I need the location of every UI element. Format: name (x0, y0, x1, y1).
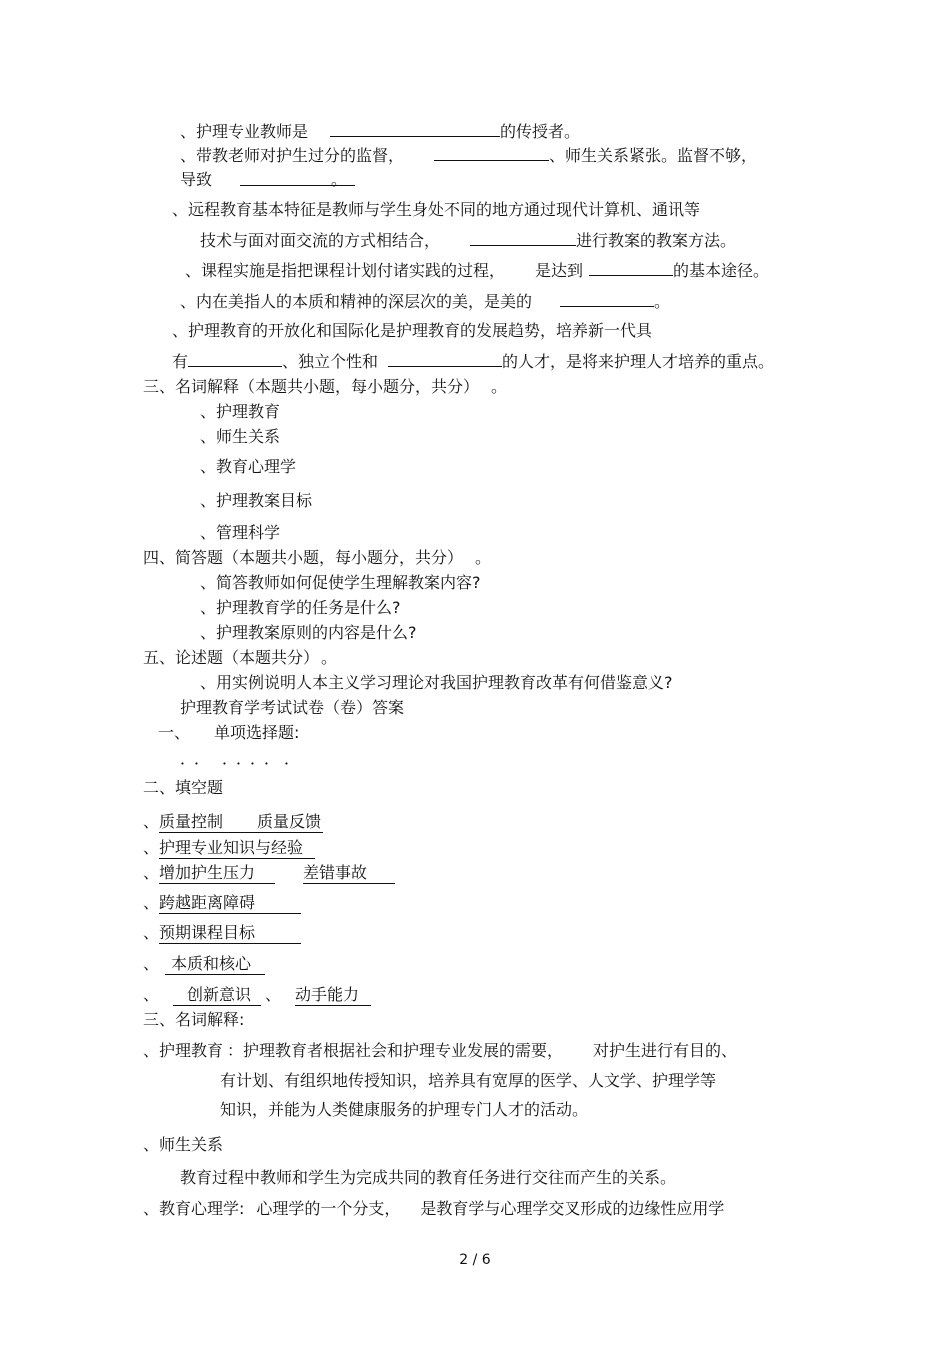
q2-cont: 导致 (180, 170, 213, 189)
fill-answer-1 (143, 811, 323, 833)
answer-section-3: 三、名词解释: (143, 1010, 245, 1029)
section-3-period: 。 (491, 377, 508, 396)
fill-answer-value: 创新意识 (173, 985, 261, 1006)
list-item: 、教育心理学 (200, 457, 297, 476)
q2-end: 。 (331, 170, 348, 189)
definition-text: 是教育学与心理学交叉形成的边缘性应用学 (420, 1199, 725, 1218)
list-item: 、护理教育 (200, 402, 281, 421)
q3-line1: 、远程教育基本特征是教师与学生身处不同的地方通过现代计算机、通讯等 (172, 200, 701, 219)
q4-mid: 是达到 (535, 261, 584, 280)
fill-answer-prefix: 、 (143, 893, 160, 912)
answer-blank (434, 144, 549, 161)
fill-question-4 (185, 259, 769, 282)
answer-blank (188, 350, 282, 367)
q4-suffix: 的基本途径。 (673, 261, 770, 280)
fill-answer-prefix: 、 (143, 863, 160, 882)
fill-answer-5 (143, 922, 301, 944)
fill-question-6 (172, 320, 652, 342)
q3-line2: 技术与面对面交流的方式相结合， (200, 231, 441, 250)
fill-answer-separator: 、 (265, 985, 282, 1004)
fill-answer-prefix: 、 (143, 954, 160, 973)
list-item: 、用实例说明人本主义学习理论对我国护理教育改革有何借鉴意义? (200, 673, 673, 692)
q6-line1: 、护理教育的开放化和国际化是护理教育的发展趋势，培养新一代具 (172, 321, 653, 340)
list-item: 、师生关系 (200, 427, 281, 446)
q3-suffix: 进行教案的教案方法。 (576, 231, 737, 250)
fill-question-3 (172, 199, 700, 221)
choice-dots: ．． (180, 749, 209, 768)
list-item: 、简答教师如何促使学生理解教案内容? (200, 573, 481, 592)
fill-question-1 (180, 120, 580, 143)
fill-answer-text: 质量反馈 (257, 812, 322, 831)
answer-section-1-title: 单项选择题: (214, 723, 300, 742)
q4-prefix: 、课程实施是指把课程计划付诸实践的过程， (185, 261, 506, 280)
definition-text: 护理教育者根据社会和护理专业发展的需要， (243, 1041, 564, 1060)
fill-answer-text: 质量控制 (159, 812, 224, 831)
fill-question-5 (180, 290, 670, 313)
list-item: 、护理教案目标 (200, 491, 313, 510)
section-5-period: 。 (321, 648, 338, 667)
definition-colon: ： (227, 1041, 244, 1060)
q6-suffix: 的人才，是将来护理人才培养的重点。 (502, 352, 775, 371)
answer-blank (330, 120, 500, 137)
fill-answer-6 (143, 953, 265, 975)
fill-answer-prefix: 、 (143, 838, 160, 857)
fill-answer-prefix: 、 (143, 923, 160, 942)
choice-dots: ．．．． (222, 749, 279, 768)
fill-answer-value: 预期课程目标 (159, 923, 301, 944)
list-item: 、护理教育学的任务是什么? (200, 598, 401, 617)
answer-blank (589, 259, 673, 276)
answer-blank (560, 290, 654, 307)
definition-1-line-2: 有计划、有组织地传授知识，培养具有宽厚的医学、人文学、护理学等 (220, 1071, 717, 1090)
definition-2-text: 教育过程中教师和学生为完成共同的教育任务进行交往而产生的关系。 (180, 1168, 677, 1187)
fill-question-2-cont (180, 169, 355, 191)
fill-answer-value: 护理专业知识与经验 (159, 838, 315, 859)
q6-mid: 、独立个性和 (282, 352, 379, 371)
definition-term: 、教育心理学: (143, 1199, 245, 1218)
definition-2: 、师生关系 (143, 1135, 224, 1154)
fill-answer-value: 增加护生压力 (159, 863, 275, 884)
fill-answer-value: 差错事故 (303, 863, 395, 884)
section-4-title: 四、简答题（本题共小题，每小题分，共分） (143, 548, 456, 567)
definition-text: 心理学的一个分支， (256, 1199, 401, 1218)
fill-answer-value: 跨越距离障碍 (159, 893, 301, 914)
fill-answer-value: 动手能力 (295, 985, 371, 1006)
answer-section-2: 二、填空题 (143, 778, 224, 797)
q2-prefix: 、带教老师对护生过分的监督， (180, 146, 405, 165)
fill-answer-value (159, 812, 323, 833)
fill-question-2 (180, 144, 757, 167)
list-item: 、管理科学 (200, 523, 281, 542)
section-4-period: 。 (475, 548, 492, 567)
answer-section-1-number: 一、 (158, 723, 191, 742)
answer-blank (470, 229, 576, 246)
definition-1-line-3: 知识，并能为人类健康服务的护理专门人才的活动。 (220, 1100, 589, 1119)
q2-mid: 、师生关系紧张。监督不够， (549, 146, 758, 165)
fill-answer-prefix: 、 (143, 812, 160, 831)
list-item: 、护理教案原则的内容是什么? (200, 623, 417, 642)
section-3-title: 三、名词解释（本题共小题，每小题分，共分） (143, 377, 472, 396)
q5-prefix: 、内在美指人的本质和精神的深层次的美，是美的 (180, 292, 533, 311)
fill-question-6-cont (172, 350, 774, 373)
section-3-heading (143, 376, 507, 398)
fill-answer-3 (143, 862, 395, 884)
section-5-title: 五、论述题（本题共分） (143, 648, 312, 667)
definition-1 (143, 1040, 737, 1062)
q1-suffix: 的传授者。 (500, 122, 581, 141)
fill-answer-4 (143, 892, 301, 914)
q5-suffix: 。 (654, 292, 671, 311)
fill-answer-2 (143, 837, 315, 859)
q1-prefix: 、护理专业教师是 (180, 122, 309, 141)
choice-answers (180, 748, 306, 770)
definition-text: 对护生进行有目的、 (593, 1041, 738, 1060)
q6-cont: 有 (172, 352, 189, 371)
fill-answer-value: 本质和核心 (165, 954, 265, 975)
page-number: 2 / 6 (459, 1252, 491, 1268)
answer-title: 护理教育学考试试卷（卷）答案 (180, 698, 405, 717)
fill-answer-7 (143, 984, 371, 1006)
choice-dots: ． (284, 749, 307, 768)
section-4-heading (143, 547, 491, 569)
fill-question-3-cont (200, 229, 736, 252)
definition-3 (143, 1198, 724, 1220)
answer-section-1 (158, 722, 299, 744)
answer-blank (240, 169, 355, 189)
section-5-heading (143, 647, 337, 669)
definition-term: 、护理教育 (143, 1041, 224, 1060)
fill-answer-prefix: 、 (143, 985, 160, 1004)
answer-blank (388, 350, 502, 367)
